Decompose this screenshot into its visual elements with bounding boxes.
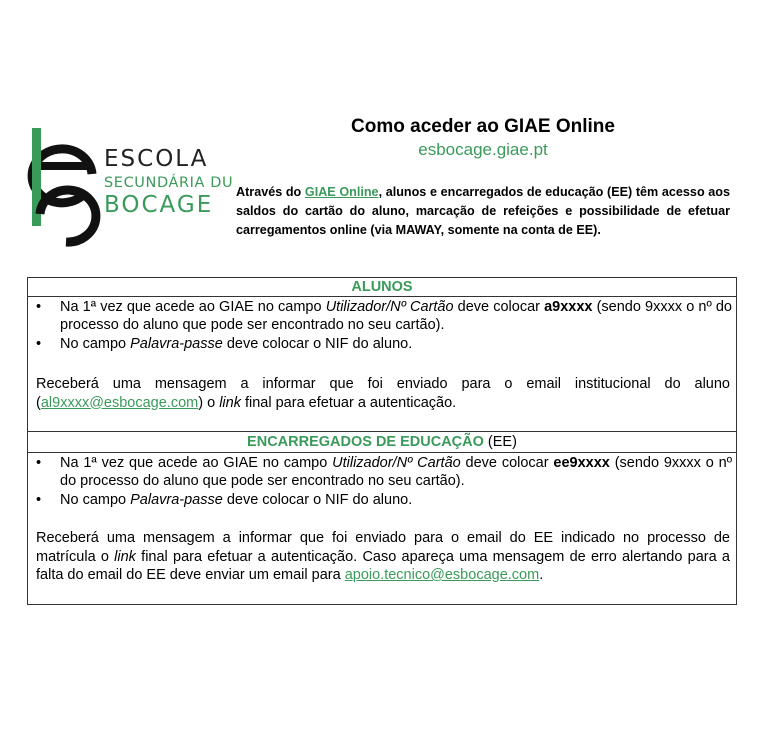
logo-text-secundaria: SECUNDÁRIA DU	[104, 175, 234, 191]
instructions-table	[27, 277, 737, 605]
list-item: • Na 1ª vez que acede ao GIAE no campo Utilizador/Nº Cartão deve colocar a9xxxx (sendo 9xxxx o nº do processo do aluno que pode ser encontrado no seu cartão).	[34, 299, 732, 334]
logo-text-bocage: BOCAGE	[104, 192, 214, 218]
ee-steps-list	[34, 455, 732, 512]
ee-heading: ENCARREGADOS DE EDUCAÇÃO (EE)	[247, 434, 517, 450]
page-title: Como aceder ao GIAE Online	[351, 116, 615, 137]
list-item: • No campo Palavra-passe deve colocar o NIF do aluno.	[34, 492, 732, 510]
intro-paragraph: Através do GIAE Online, alunos e encarregados de educação (EE) têm acesso aos saldos do cartão do aluno, marcação de refeições e possibilidade de efetuar carregamentos online (via MAWAY, somente na conta de EE).	[236, 185, 730, 237]
alunos-heading: ALUNOS	[351, 279, 413, 295]
list-item: • Na 1ª vez que acede ao GIAE no campo Utilizador/Nº Cartão deve colocar ee9xxxx (sendo 9xxxx o nº do processo do aluno que pode ser encontrado no seu cartão).	[34, 455, 732, 490]
divider	[28, 431, 736, 432]
alunos-steps-list	[34, 299, 732, 356]
alunos-note: Receberá uma mensagem a informar que foi enviado para o email institucional do aluno (al9xxxx@esbocage.com) o link final para efetuar a autenticação.	[36, 376, 730, 411]
giae-online-link[interactable]: GIAE Online	[304, 185, 379, 199]
list-item: • No campo Palavra-passe deve colocar o NIF do aluno.	[34, 336, 732, 354]
ee-note: Receberá uma mensagem a informar que foi enviado para o email do EE indicado no processo de matrícula o link final para efetuar a autenticação. Caso apareça uma mensagem de erro alertando para a falta do email do EE deve enviar um email para apoio.tecnico@esbocage.com.	[36, 530, 730, 583]
divider	[28, 452, 736, 453]
student-email-link[interactable]: al9xxxx@esbocage.com	[40, 394, 199, 411]
logo-text-escola: ESCOLA	[104, 146, 209, 172]
support-email-link[interactable]: apoio.tecnico@esbocage.com	[344, 567, 540, 583]
site-url: esbocage.giae.pt	[418, 140, 548, 159]
divider	[28, 296, 736, 297]
